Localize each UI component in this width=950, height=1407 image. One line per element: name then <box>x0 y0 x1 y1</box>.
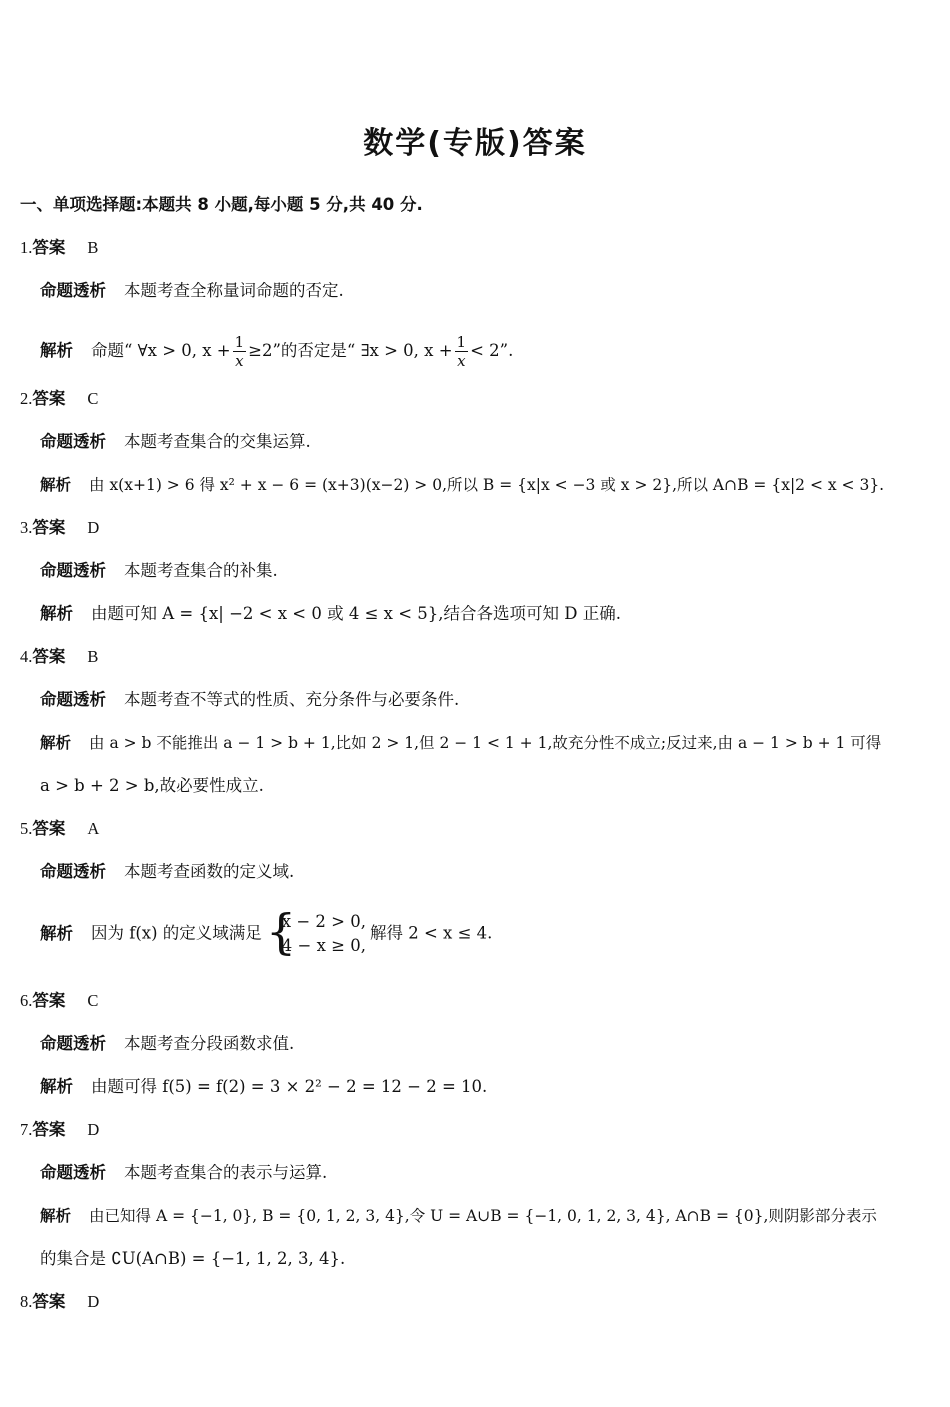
q8-answer-line <box>20 1291 99 1313</box>
q2-analysis: 本题考查集合的交集运算. <box>124 432 311 451</box>
q4-answer: B <box>87 647 99 666</box>
analysis-label: 命题透析 <box>40 1163 106 1182</box>
q6-analysis-line <box>40 1033 294 1055</box>
q5-solution-part-b: 解得 2 < x ≤ 4. <box>369 923 493 943</box>
q3-solution: 由题可知 A = {x| −2 < x < 0 或 4 ≤ x < 5},结合各选项可知 D 正确. <box>91 604 621 623</box>
q5-inequality-system <box>265 904 366 960</box>
answer-label: 答案 <box>32 238 66 257</box>
q8-number: 8. <box>20 1292 33 1311</box>
q4-answer-line <box>20 646 98 668</box>
q3-answer-line <box>20 517 99 539</box>
q2-solution: 由 x(x+1) > 6 得 x² + x − 6 = (x+3)(x−2) > 0,所以 B = {x|x < −3 或 x > 2},所以 A∩B = {x|2 < x < 3}. <box>89 476 885 494</box>
q1-solution-part-b: ≥2”的否定是“ ∃x > 0, x + <box>248 341 453 360</box>
solution-label: 解析 <box>40 1077 73 1096</box>
q1-solution-part-c: < 2”. <box>470 341 514 360</box>
q4-solution-line-2: a > b + 2 > b,故必要性成立. <box>40 776 264 795</box>
solution-label: 解析 <box>40 476 72 494</box>
q3-analysis-line <box>40 560 278 582</box>
analysis-label: 命题透析 <box>40 690 106 709</box>
q3-analysis: 本题考查集合的补集. <box>124 561 278 580</box>
q2-solution-line <box>40 474 884 496</box>
q1-answer-line <box>20 237 98 259</box>
q6-number: 6. <box>20 991 33 1010</box>
q8-answer: D <box>87 1292 100 1311</box>
q4-solution-line-1 <box>40 732 881 754</box>
q5-system-row-1: x − 2 > 0, <box>281 912 366 931</box>
q3-number: 3. <box>20 518 33 537</box>
q7-number: 7. <box>20 1120 33 1139</box>
analysis-label: 命题透析 <box>40 432 106 451</box>
q2-answer-line <box>20 388 98 410</box>
q1-solution-line <box>40 333 513 370</box>
q6-solution: 由题可得 f(5) = f(2) = 3 × 2² − 2 = 12 − 2 = 10. <box>91 1077 488 1096</box>
answer-label: 答案 <box>32 647 66 666</box>
q1-number: 1. <box>20 238 33 257</box>
q5-solution-part-a: 因为 f(x) 的定义域满足 <box>91 923 262 943</box>
left-brace: { <box>265 904 297 960</box>
q4-analysis-line <box>40 689 459 711</box>
page-title: 数学(专版)答案 <box>363 126 587 161</box>
q4-solution-1: 由 a > b 不能推出 a − 1 > b + 1,比如 2 > 1,但 2 − 1 < 1 + 1,故充分性不成立;反过来,由 a − 1 > b + 1 可得 <box>89 734 882 752</box>
answer-label: 答案 <box>32 389 66 408</box>
answer-label: 答案 <box>32 518 66 537</box>
q7-solution-1: 由已知得 A = {−1, 0}, B = {0, 1, 2, 3, 4},令 U = A∪B = {−1, 0, 1, 2, 3, 4}, A∩B = {0},则阴影部分表示 <box>89 1207 877 1225</box>
analysis-label: 命题透析 <box>40 561 106 580</box>
q4-number: 4. <box>20 647 33 666</box>
q6-answer-line <box>20 990 98 1012</box>
q5-answer-line <box>20 818 99 840</box>
q5-solution-line <box>40 904 493 960</box>
q1-analysis: 本题考查全称量词命题的否定. <box>124 281 344 300</box>
solution-label: 解析 <box>40 341 73 360</box>
q1-fraction-2: $\frac{1}{x}$ <box>456 333 467 370</box>
q7-analysis-line <box>40 1162 327 1184</box>
analysis-label: 命题透析 <box>40 1034 106 1053</box>
q2-number: 2. <box>20 389 33 408</box>
q7-solution-line-2: 的集合是 ∁U(A∩B) = {−1, 1, 2, 3, 4}. <box>40 1249 346 1268</box>
q5-system-row-2: 4 − x ≥ 0, <box>281 936 366 955</box>
q1-analysis-line <box>40 280 344 302</box>
q5-number: 5. <box>20 819 33 838</box>
q6-solution-line <box>40 1076 487 1098</box>
q2-answer: C <box>87 389 99 408</box>
q7-answer-line <box>20 1119 99 1141</box>
q6-analysis: 本题考查分段函数求值. <box>124 1034 295 1053</box>
section-heading: 一、单项选择题:本题共 8 小题,每小题 5 分,共 40 分. <box>20 195 423 214</box>
q6-answer: C <box>87 991 99 1010</box>
q7-solution-line-1 <box>40 1205 877 1227</box>
q1-answer: B <box>87 238 99 257</box>
q5-analysis-line <box>40 861 294 883</box>
solution-label: 解析 <box>40 734 72 752</box>
solution-label: 解析 <box>40 1207 72 1225</box>
answer-label: 答案 <box>32 819 66 838</box>
q3-solution-line <box>40 603 621 625</box>
q1-solution-part-a: 命题“ ∀x > 0, x + <box>91 341 231 360</box>
q3-answer: D <box>87 518 100 537</box>
q5-answer: A <box>87 819 100 838</box>
answer-label: 答案 <box>32 1120 66 1139</box>
solution-label: 解析 <box>40 923 73 943</box>
q2-analysis-line <box>40 431 311 453</box>
answer-label: 答案 <box>32 991 66 1010</box>
analysis-label: 命题透析 <box>40 862 106 881</box>
q7-analysis: 本题考查集合的表示与运算. <box>124 1163 328 1182</box>
q4-analysis: 本题考查不等式的性质、充分条件与必要条件. <box>124 690 460 709</box>
answer-label: 答案 <box>32 1292 66 1311</box>
solution-label: 解析 <box>40 604 73 623</box>
analysis-label: 命题透析 <box>40 281 106 300</box>
q1-fraction-1: $\frac{1}{x}$ <box>234 333 245 370</box>
q5-analysis: 本题考查函数的定义域. <box>124 862 295 881</box>
q7-answer: D <box>87 1120 100 1139</box>
